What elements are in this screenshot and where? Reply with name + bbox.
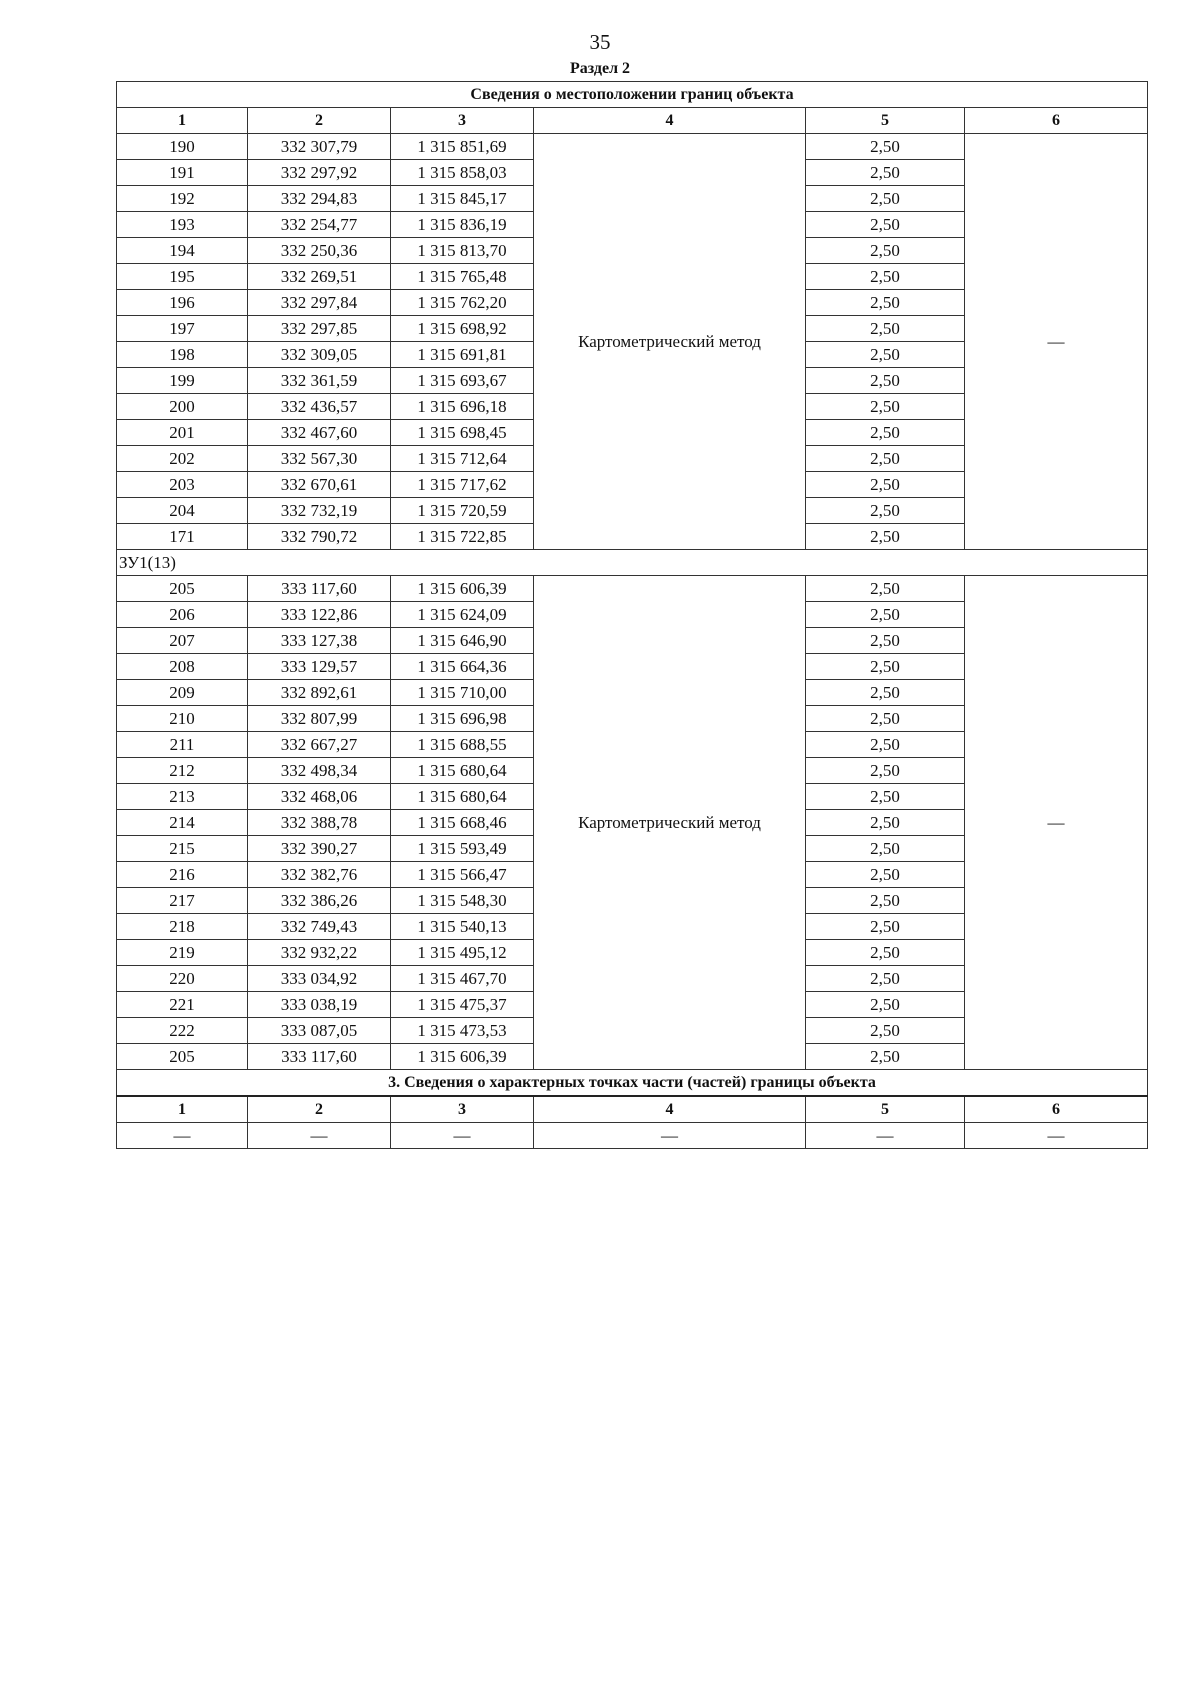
point-number: 193 <box>117 212 248 238</box>
coordinate-x: 332 670,61 <box>248 472 391 498</box>
method-cell: Картометрический метод <box>534 134 806 550</box>
accuracy-value: 2,50 <box>806 472 965 498</box>
coordinate-x: 332 892,61 <box>248 680 391 706</box>
point-number: 210 <box>117 706 248 732</box>
accuracy-value: 2,50 <box>806 1044 965 1070</box>
column-header-1: 1 <box>117 108 248 134</box>
accuracy-value: 2,50 <box>806 134 965 160</box>
accuracy-value: 2,50 <box>806 758 965 784</box>
coordinate-x: 332 382,76 <box>248 862 391 888</box>
accuracy-value: 2,50 <box>806 602 965 628</box>
point-number: 213 <box>117 784 248 810</box>
section3-cell: — <box>117 1123 248 1149</box>
accuracy-value: 2,50 <box>806 394 965 420</box>
section3-cell: — <box>806 1123 965 1149</box>
point-number: 191 <box>117 160 248 186</box>
table-title: Сведения о местоположении границ объекта <box>117 82 1148 108</box>
column-header-2: 2 <box>248 108 391 134</box>
table-row <box>117 576 1148 602</box>
accuracy-value: 2,50 <box>806 290 965 316</box>
point-number: 171 <box>117 524 248 550</box>
coordinate-x: 332 390,27 <box>248 836 391 862</box>
coordinate-x: 332 254,77 <box>248 212 391 238</box>
col6-cell: — <box>965 576 1148 1070</box>
coordinate-x: 332 294,83 <box>248 186 391 212</box>
coordinate-x: 332 250,36 <box>248 238 391 264</box>
coordinate-y: 1 315 624,09 <box>391 602 534 628</box>
point-number: 195 <box>117 264 248 290</box>
coordinate-y: 1 315 646,90 <box>391 628 534 654</box>
point-number: 205 <box>117 1044 248 1070</box>
coordinate-y: 1 315 473,53 <box>391 1018 534 1044</box>
coordinate-y: 1 315 668,46 <box>391 810 534 836</box>
section3-cell: — <box>965 1123 1148 1149</box>
coordinate-y: 1 315 710,00 <box>391 680 534 706</box>
coordinate-x: 332 297,85 <box>248 316 391 342</box>
point-number: 211 <box>117 732 248 758</box>
section3-column-header: 4 <box>534 1096 806 1123</box>
coordinate-y: 1 315 593,49 <box>391 836 534 862</box>
accuracy-value: 2,50 <box>806 992 965 1018</box>
group-row <box>117 550 1148 576</box>
coordinate-y: 1 315 566,47 <box>391 862 534 888</box>
coordinate-y: 1 315 851,69 <box>391 134 534 160</box>
point-number: 207 <box>117 628 248 654</box>
accuracy-value: 2,50 <box>806 420 965 446</box>
point-number: 205 <box>117 576 248 602</box>
column-header-5: 5 <box>806 108 965 134</box>
section3-column-header: 1 <box>117 1096 248 1123</box>
point-number: 202 <box>117 446 248 472</box>
point-number: 204 <box>117 498 248 524</box>
point-number: 194 <box>117 238 248 264</box>
accuracy-value: 2,50 <box>806 680 965 706</box>
accuracy-value: 2,50 <box>806 576 965 602</box>
coordinate-y: 1 315 691,81 <box>391 342 534 368</box>
accuracy-value: 2,50 <box>806 628 965 654</box>
coordinate-y: 1 315 858,03 <box>391 160 534 186</box>
section3-column-header: 3 <box>391 1096 534 1123</box>
point-number: 216 <box>117 862 248 888</box>
point-number: 208 <box>117 654 248 680</box>
column-header-3: 3 <box>391 108 534 134</box>
coordinate-x: 333 117,60 <box>248 1044 391 1070</box>
coordinate-x: 332 498,34 <box>248 758 391 784</box>
point-number: 218 <box>117 914 248 940</box>
coordinate-x: 332 932,22 <box>248 940 391 966</box>
coordinate-y: 1 315 813,70 <box>391 238 534 264</box>
section3-column-header: 6 <box>965 1096 1148 1123</box>
coordinate-y: 1 315 712,64 <box>391 446 534 472</box>
coordinate-y: 1 315 693,67 <box>391 368 534 394</box>
table-body <box>117 82 1148 1149</box>
coordinate-x: 333 127,38 <box>248 628 391 654</box>
coordinate-x: 332 297,92 <box>248 160 391 186</box>
coordinate-y: 1 315 696,18 <box>391 394 534 420</box>
accuracy-value: 2,50 <box>806 706 965 732</box>
coordinate-x: 333 117,60 <box>248 576 391 602</box>
point-number: 190 <box>117 134 248 160</box>
section3-header-row <box>117 1096 1148 1123</box>
coordinate-x: 333 129,57 <box>248 654 391 680</box>
section3-column-header: 5 <box>806 1096 965 1123</box>
table-title-row <box>117 82 1148 108</box>
coordinate-x: 332 361,59 <box>248 368 391 394</box>
coordinate-y: 1 315 845,17 <box>391 186 534 212</box>
coordinate-x: 332 732,19 <box>248 498 391 524</box>
accuracy-value: 2,50 <box>806 914 965 940</box>
coordinate-y: 1 315 548,30 <box>391 888 534 914</box>
table-row <box>117 134 1148 160</box>
coordinate-y: 1 315 696,98 <box>391 706 534 732</box>
coordinate-x: 332 309,05 <box>248 342 391 368</box>
point-number: 222 <box>117 1018 248 1044</box>
coordinate-y: 1 315 540,13 <box>391 914 534 940</box>
point-number: 217 <box>117 888 248 914</box>
group-label: ЗУ1(13) <box>117 550 1148 576</box>
page-number: 35 <box>589 30 611 54</box>
coordinate-y: 1 315 722,85 <box>391 524 534 550</box>
coordinate-x: 332 790,72 <box>248 524 391 550</box>
coordinate-x: 332 567,30 <box>248 446 391 472</box>
coordinate-x: 333 034,92 <box>248 966 391 992</box>
coordinate-y: 1 315 475,37 <box>391 992 534 1018</box>
coordinate-x: 333 087,05 <box>248 1018 391 1044</box>
section3-cell: — <box>391 1123 534 1149</box>
accuracy-value: 2,50 <box>806 316 965 342</box>
point-number: 214 <box>117 810 248 836</box>
coordinate-x: 332 749,43 <box>248 914 391 940</box>
coordinate-x: 332 667,27 <box>248 732 391 758</box>
accuracy-value: 2,50 <box>806 1018 965 1044</box>
point-number: 192 <box>117 186 248 212</box>
accuracy-value: 2,50 <box>806 862 965 888</box>
coordinate-y: 1 315 717,62 <box>391 472 534 498</box>
method-cell: Картометрический метод <box>534 576 806 1070</box>
point-number: 198 <box>117 342 248 368</box>
coordinate-x: 332 468,06 <box>248 784 391 810</box>
point-number: 206 <box>117 602 248 628</box>
section3-column-header: 2 <box>248 1096 391 1123</box>
accuracy-value: 2,50 <box>806 342 965 368</box>
point-number: 215 <box>117 836 248 862</box>
coordinate-y: 1 315 680,64 <box>391 758 534 784</box>
accuracy-value: 2,50 <box>806 160 965 186</box>
section3-title-row <box>117 1070 1148 1097</box>
coordinate-x: 332 436,57 <box>248 394 391 420</box>
col6-cell: — <box>965 134 1148 550</box>
point-number: 197 <box>117 316 248 342</box>
coordinate-y: 1 315 680,64 <box>391 784 534 810</box>
accuracy-value: 2,50 <box>806 264 965 290</box>
accuracy-value: 2,50 <box>806 498 965 524</box>
coordinate-x: 332 467,60 <box>248 420 391 446</box>
section3-row <box>117 1123 1148 1149</box>
accuracy-value: 2,50 <box>806 810 965 836</box>
section3-cell: — <box>248 1123 391 1149</box>
point-number: 209 <box>117 680 248 706</box>
accuracy-value: 2,50 <box>806 212 965 238</box>
point-number: 219 <box>117 940 248 966</box>
section3-cell: — <box>534 1123 806 1149</box>
coordinate-x: 332 388,78 <box>248 810 391 836</box>
coordinate-y: 1 315 467,70 <box>391 966 534 992</box>
point-number: 201 <box>117 420 248 446</box>
coordinate-x: 333 038,19 <box>248 992 391 1018</box>
coordinate-y: 1 315 495,12 <box>391 940 534 966</box>
coordinate-y: 1 315 606,39 <box>391 576 534 602</box>
column-header-6: 6 <box>965 108 1148 134</box>
coordinate-y: 1 315 688,55 <box>391 732 534 758</box>
coordinate-y: 1 315 664,36 <box>391 654 534 680</box>
column-header-row <box>117 108 1148 134</box>
accuracy-value: 2,50 <box>806 966 965 992</box>
accuracy-value: 2,50 <box>806 836 965 862</box>
point-number: 221 <box>117 992 248 1018</box>
coordinate-x: 332 297,84 <box>248 290 391 316</box>
accuracy-value: 2,50 <box>806 186 965 212</box>
section-label: Раздел 2 <box>569 60 631 77</box>
point-number: 203 <box>117 472 248 498</box>
accuracy-value: 2,50 <box>806 784 965 810</box>
accuracy-value: 2,50 <box>806 732 965 758</box>
point-number: 212 <box>117 758 248 784</box>
accuracy-value: 2,50 <box>806 940 965 966</box>
coordinate-x: 332 269,51 <box>248 264 391 290</box>
coordinate-x: 332 386,26 <box>248 888 391 914</box>
accuracy-value: 2,50 <box>806 238 965 264</box>
accuracy-value: 2,50 <box>806 888 965 914</box>
coordinate-y: 1 315 762,20 <box>391 290 534 316</box>
accuracy-value: 2,50 <box>806 524 965 550</box>
point-number: 220 <box>117 966 248 992</box>
accuracy-value: 2,50 <box>806 446 965 472</box>
coordinate-x: 333 122,86 <box>248 602 391 628</box>
point-number: 199 <box>117 368 248 394</box>
column-header-4: 4 <box>534 108 806 134</box>
section3-title: 3. Сведения о характерных точках части (частей) границы объекта <box>117 1070 1148 1097</box>
accuracy-value: 2,50 <box>806 368 965 394</box>
coordinate-y: 1 315 765,48 <box>391 264 534 290</box>
point-number: 196 <box>117 290 248 316</box>
coordinate-y: 1 315 836,19 <box>391 212 534 238</box>
accuracy-value: 2,50 <box>806 654 965 680</box>
coordinate-y: 1 315 698,45 <box>391 420 534 446</box>
coordinate-y: 1 315 698,92 <box>391 316 534 342</box>
coordinate-y: 1 315 606,39 <box>391 1044 534 1070</box>
coordinate-x: 332 807,99 <box>248 706 391 732</box>
point-number: 200 <box>117 394 248 420</box>
boundary-coordinates-table <box>116 81 1148 1149</box>
coordinate-x: 332 307,79 <box>248 134 391 160</box>
coordinate-y: 1 315 720,59 <box>391 498 534 524</box>
